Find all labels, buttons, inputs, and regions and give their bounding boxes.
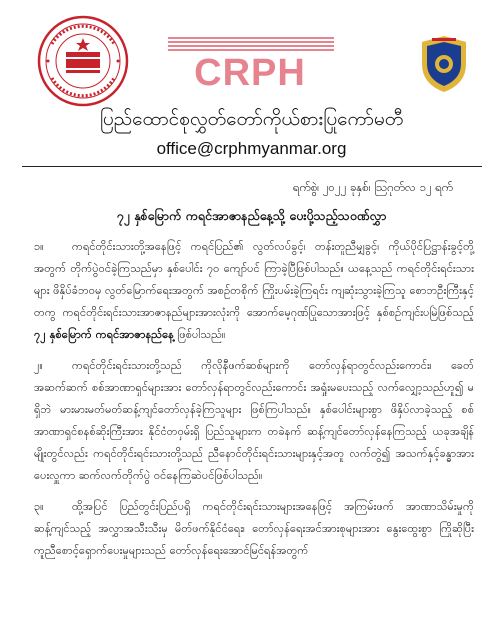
header-divider: [22, 166, 482, 167]
union-emblem-icon: [418, 34, 470, 94]
paragraph-number: ၃။: [34, 500, 44, 513]
paragraph-text: ကရင်တိုင်းသားတို့အနေဖြင့် ကရင်ပြည်၏ လွတ်လပ်ခွင့်၊ တန်းတူညီမျှခွင့်၊ ကိုယ်ပိုင်ပြဋ္ဌာန်းခွင့်တို့အတွက် တိုက်ပွဲဝင်ခဲ့ကြသည်မှာ နှစ်ပေါင်း ၇၀ ကျော်ပင် ကြာခဲ့ပြီဖြစ်ပါသည်။ ယနေ့သည် ကရင်တိုင်းရင်းသားများ ဖိနှိပ်ခံဘဝမှ လွတ်မြောက်ရေးအတွက် အစဉ်တစိုက် ကြိုးပမ်းခဲ့ကြရင်း ကျဆုံးသွားခဲ့ကြသူ စောဘဦးကြီးနှင့်တကွ ကရင်တိုင်းရင်းသားအာဇာနည်များအားလုံးကို အောက်မေ့ဂုဏ်ပြုသောအားဖြင့် နှစ်စဉ်ကျင်းပမြဲဖြစ်သည့်: [34, 240, 474, 319]
document-title: ၇၂ နှစ်မြောက် ကရင်အာဇာနည်နေ့သို့ ပေးပို့သည့်သဝဏ်လွှာ: [116, 208, 387, 223]
document-body: [34, 236, 474, 571]
paragraph-number: ၁။: [34, 240, 44, 253]
document-date: ရက်စွဲ၊ ၂၀၂၂ ခုနှစ်၊ ဩဂုတ်လ ၁၂ ရက်: [292, 180, 453, 194]
crph-seal-icon: [36, 14, 130, 108]
brand-wordmark: [150, 48, 350, 98]
paragraph-2: [34, 355, 474, 487]
brand-text: CRPH: [194, 52, 306, 94]
paragraph-tail: ဖြစ်ပါသည်။: [173, 328, 226, 341]
paragraph-emphasis: ၇၂ နှစ်မြောက် ကရင်အာဇာနည်နေ့: [34, 328, 174, 341]
paragraph-1: [34, 236, 474, 346]
paragraph-number: ၂။: [34, 359, 43, 372]
paragraph-text: ထို့အပြင် ပြည်တွင်းပြည်ပရှိ ကရင်တိုင်းရင်းသားများအနေဖြင့် အကြမ်းဖက် အာဏာသိမ်းမှုကို ဆန့်ကျင်သည့် အလွှာအသီးသီးမှ မိတ်ဖက်နိုင်ငံရေး၊ တော်လှန်ရေးအင်အားစုများအား နွေးထွေးစွာ ကြိုဆိုပြီး ကူညီစောင့်ရှောက်ပေးမှုများသည် တော်လှန်ရေးအောင်မြင်ရန်အတွက်: [34, 500, 474, 557]
paragraph-text: ကရင်တိုင်းရင်းသားတို့သည် ကိုလိုနီဖက်ဆစ်များကို တော်လှန်ရာတွင်လည်းကောင်း၊ ခေတ်အဆက်ဆက် စစ်အာဏာရှင်များအား တော်လှန်ရာတွင်လည်းကောင်း အရှုံးမပေးသည့် လက်လျှော့သည်ဟူ၍ မရှိဘဲ မားမားမတ်မတ်ဆန့်ကျင်တော်လှန်ခဲ့ကြသူများ ဖြစ်ကြပါသည်။ နှစ်ပေါင်းများစွာ ဖိနှိပ်လာခဲ့သည့် စစ်အာဏာရှင်စနစ်ဆိုးကြီးအား နိုင်ငံတဝှမ်းရှိ ပြည်သူများက တခဲနက် ဆန့်ကျင်တော်လှန်နေကြသည့် ယခုအချိန်မျိုးတွင်လည်း ကရင်တိုင်းရင်းသားတို့သည် ညီနောင်တိုင်းရင်းသားများနှင့်အတူ လက်တွဲ၍ အသက်နှင့်ခန္ဓာအား ပေးလှူကာ ဆက်လက်တိုက်ပွဲ ဝင်နေကြဆဲပင်ဖြစ်ပါသည်။: [34, 359, 474, 482]
contact-email[interactable]: office@crphmyanmar.org: [156, 139, 347, 158]
paragraph-3: [34, 496, 474, 562]
org-name: ပြည်ထောင်စုလွှတ်တော်ကိုယ်စားပြုကော်မတီ: [99, 108, 404, 130]
